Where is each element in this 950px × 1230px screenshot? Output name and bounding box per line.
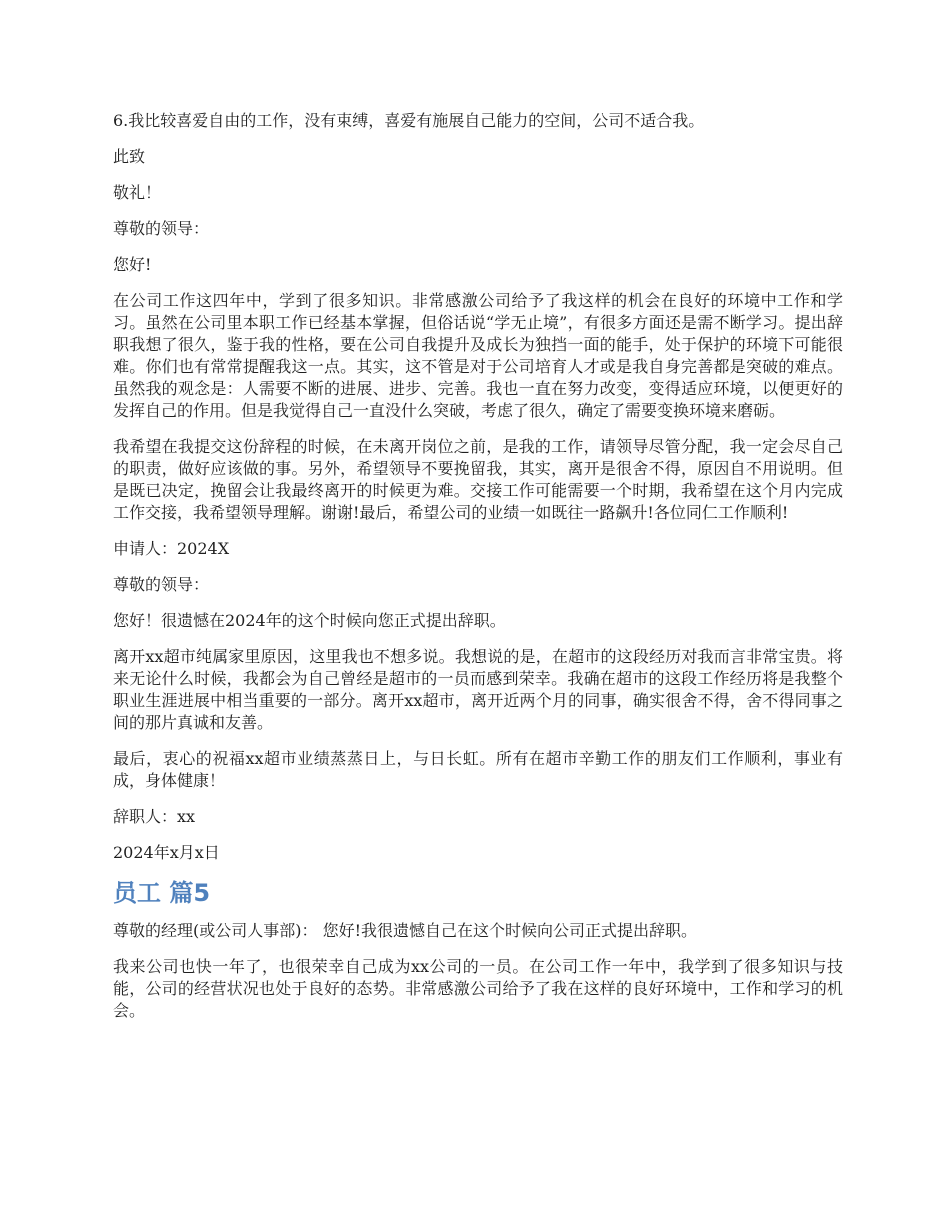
section-heading: 员工 篇5 [113, 879, 211, 907]
paragraph-greeting: 您好! [113, 255, 152, 274]
paragraph-closing-cizhi: 此致 [113, 147, 146, 166]
paragraph-body-four-years: 在公司工作这四年中，学到了很多知识。非常感激公司给予了我这样的机会在良好的环境中工作和学习。虽然在公司里本职工作已经基本掌握，但俗话说“学无止境”，有很多方面还是需不断学习。提出辞职我想了很久，鉴于我的性格，要在公司自我提升及成长为独挡一面的能手，处于保护的环境下可能很难。你们也有常常提醒我这一点。其实，这不管是对于公司培育人才或是我自身完善都是突破的难点。虽然我的观念是：人需要不断的进展、进步、完善。我也一直在努力改变，变得适应环境，以便更好的发挥自己的作用。但是我觉得自己一直没什么突破，考虑了很久，确定了需要变换环境来磨砺。 [113, 291, 843, 420]
paragraph-closing-jingli: 敬礼！ [113, 183, 162, 202]
document-page [113, 110, 843, 1036]
paragraph-salutation-2: 尊敬的领导： [113, 575, 210, 594]
paragraph-date: 2024年x月x日 [113, 843, 220, 862]
paragraph-body-one-year: 我来公司也快一年了，也很荣幸自己成为xx公司的一员。在公司工作一年中，我学到了很多知识与技能，公司的经营状况也处于良好的态势。非常感激公司给予了我在这样的良好环境中，工作和学习的机会。 [113, 957, 843, 1020]
paragraph-salutation: 尊敬的领导： [113, 219, 210, 238]
paragraph-body-handover: 我希望在我提交这份辞程的时候，在未离开岗位之前，是我的工作，请领导尽管分配，我一定会尽自己的职责，做好应该做的事。另外，希望领导不要挽留我，其实，离开是很舍不得，原因自不用说明。但是既已决定，挽留会让我最终离开的时候更为难。交接工作可能需要一个时期，我希望在这个月内完成工作交接，我希望领导理解。谢谢!最后，希望公司的业绩一如既往一路飙升!各位同仁工作顺利! [113, 437, 843, 522]
paragraph-greeting-2: 您好！很遗憾在2024年的这个时候向您正式提出辞职。 [113, 611, 506, 630]
paragraph-body-supermarket: 离开xx超市纯属家里原因，这里我也不想多说。我想说的是，在超市的这段经历对我而言非常宝贵。将来无论什么时候，我都会为自己曾经是超市的一员而感到荣幸。我确在超市的这段工作经历将是我整个职业生涯进展中相当重要的一部分。离开xx超市，离开近两个月的同事，确实很舍不得，舍不得同事之间的那片真诚和友善。 [113, 647, 843, 732]
paragraph-preference: 6.我比较喜爱自由的工作，没有束缚，喜爱有施展自己能力的空间，公司不适合我。 [113, 111, 705, 130]
paragraph-resigner: 辞职人：xx [113, 807, 196, 826]
paragraph-body-blessing: 最后，衷心的祝福xx超市业绩蒸蒸日上，与日长虹。所有在超市辛勤工作的朋友们工作顺利，事业有成，身体健康！ [113, 749, 843, 790]
paragraph-applicant: 申请人：2024X [113, 539, 230, 558]
paragraph-salutation-manager: 尊敬的经理(或公司人事部)： 您好!我很遗憾自己在这个时候向公司正式提出辞职。 [113, 921, 698, 940]
